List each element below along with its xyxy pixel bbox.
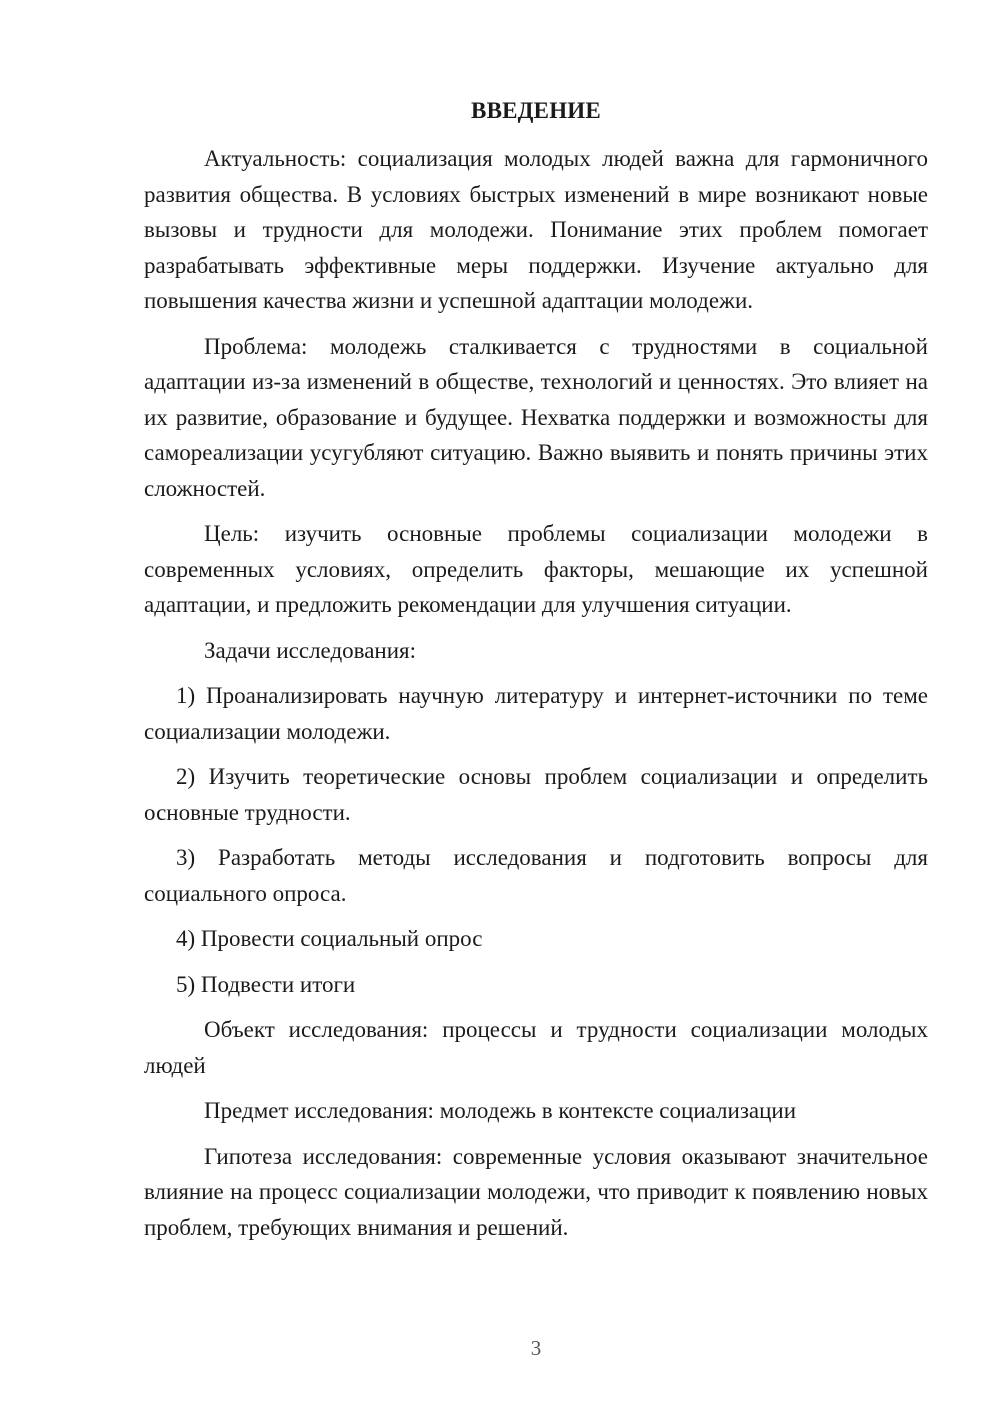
- task-item-3: 3) Разработать методы исследования и подготовить вопросы для социального опроса.: [144, 845, 928, 906]
- task-item-5: 5) Подвести итоги: [176, 971, 356, 997]
- page-number: 3: [530, 1336, 542, 1360]
- task-item-2: 2) Изучить теоретические основы проблем социализации и определить основные трудности.: [144, 764, 928, 825]
- problem-paragraph: Проблема: молодежь сталкивается с трудностями в социальной адаптации из-за изменений в обществе, технологий и ценностях. Это влияет на их развитие, образование и будущее. Нехватка поддержки и возможносты для самореализации усугубляют ситуацию. Важно выявить и понять причины этих сложностей.: [144, 333, 928, 501]
- document-body: [144, 141, 928, 1255]
- subject-paragraph: Предмет исследования: молодежь в контексте социализации: [204, 1098, 797, 1123]
- hypothesis-paragraph: Гипотеза исследования: современные условия оказывают значительное влияние на процесс социализации молодежи, что приводит к появлению новых проблем, требующих внимания и решений.: [144, 1143, 928, 1240]
- task-item-1: 1) Проанализировать научную литературу и интернет-источники по теме социализации молодежи.: [144, 683, 928, 744]
- tasks-heading: Задачи исследования:: [204, 637, 417, 663]
- task-item-4: 4) Провести социальный опрос: [176, 926, 483, 951]
- section-heading: ВВЕДЕНИЕ: [471, 98, 601, 123]
- relevance-paragraph: Актуальность: социализация молодых людей важна для гармоничного развития общества. В условиях быстрых изменений в мире возникают новые вызовы и трудности для молодежи. Понимание этих проблем помогает разрабатывать эффективные меры поддержки. Изучение актуально для повышения качества жизни и успешной адаптации молодежи.: [144, 146, 928, 313]
- goal-paragraph: Цель: изучить основные проблемы социализации молодежи в современных условиях, определить факторы, мешающие их успешной адаптации, и предложить рекомендации для улучшения ситуации.: [144, 521, 928, 617]
- object-paragraph: Объект исследования: процессы и трудности социализации молодых людей: [144, 1017, 928, 1078]
